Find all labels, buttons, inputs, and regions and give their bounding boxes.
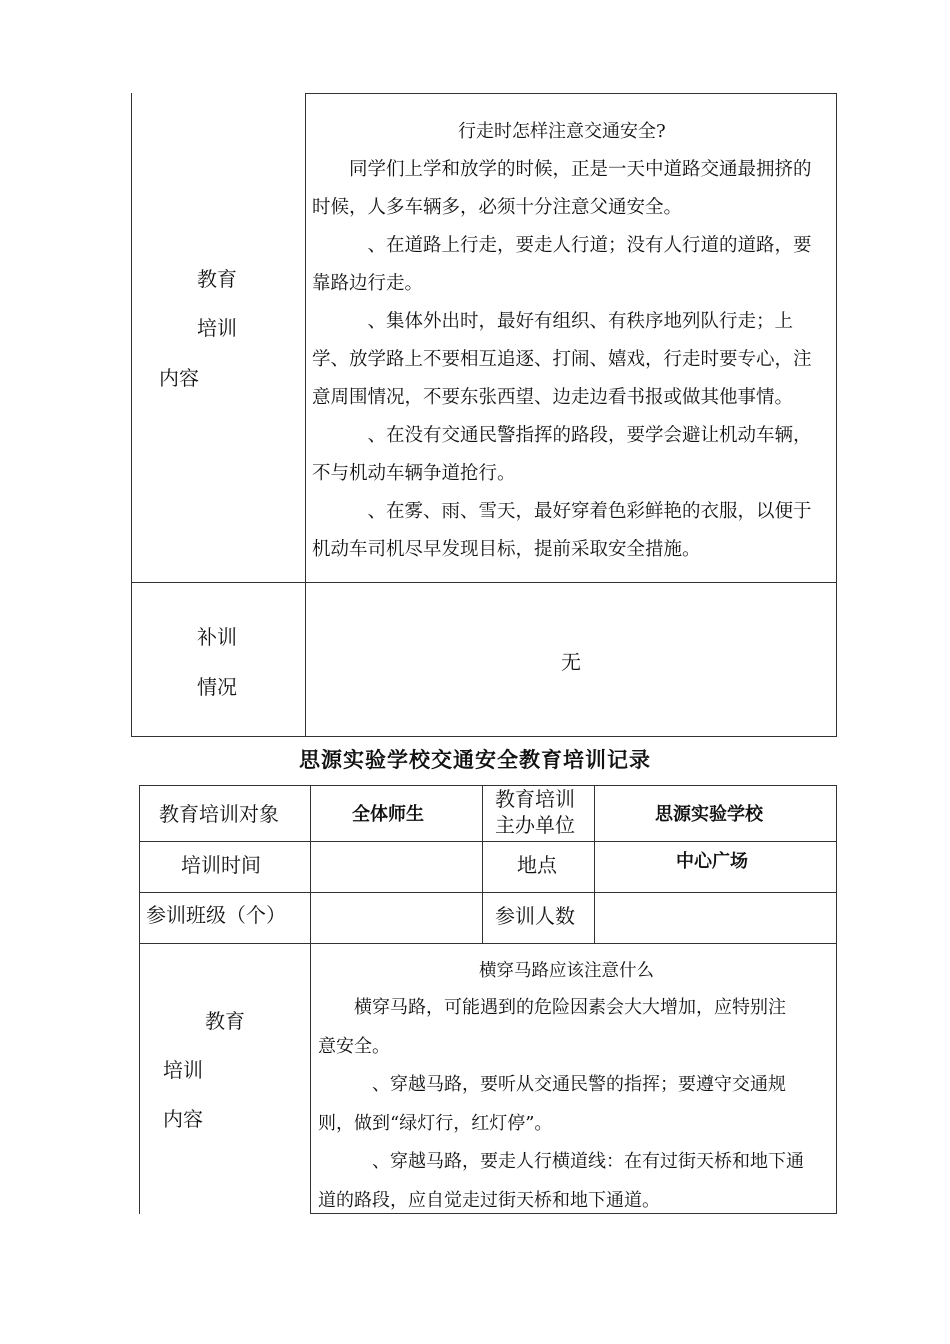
upper-content-label: 内容 — [159, 366, 199, 390]
place-label: 地点 — [517, 853, 557, 877]
lower-content-label: 内容 — [163, 1107, 203, 1131]
lower-education-label: 教育 — [205, 1009, 245, 1033]
lower-table-top-border — [139, 785, 837, 786]
content-line: 横穿马路，可能遇到的危险因素会大大增加，应特别注 — [318, 997, 786, 1018]
lower-table-col1 — [310, 785, 311, 1214]
classes-label: 参训班级（个） — [146, 903, 286, 927]
upper-table-row-divider — [131, 582, 837, 583]
content-line: 学、放学路上不要相互追逐、打闹、嬉戏，行走时要专心，注 — [312, 349, 812, 370]
time-label: 培训时间 — [181, 853, 261, 877]
content-line: 时候，人多车辆多，必须十分注意父通安全。 — [312, 197, 683, 218]
target-label: 教育培训对象 — [159, 802, 279, 826]
makeup-label-line2: 情况 — [197, 675, 237, 699]
content-line: 意周围情况，不要东张西望、边走边看书报或做其他事情。 — [312, 387, 794, 408]
target-value: 全体师生 — [352, 804, 424, 825]
lower-table-left-border — [139, 785, 140, 1214]
lower-table-right-border — [836, 785, 837, 1214]
content-line: 、集体外出时，最好有组织、有秩序地列队行走；上 — [312, 311, 794, 332]
content-line: 、穿越马路，要走人行横道线：在有过街天桥和地下通 — [318, 1151, 804, 1172]
organizer-value: 思源实验学校 — [655, 804, 763, 825]
content-line: 机动车司机尽早发现目标，提前采取安全措施。 — [312, 539, 701, 560]
content-line: 、在道路上行走，要走人行道；没有人行道的道路，要 — [312, 235, 812, 256]
content-line: 、穿越马路，要听从交通民警的指挥；要遵守交通规 — [318, 1074, 786, 1095]
upper-training-label: 培训 — [197, 316, 237, 340]
content-line: 则，做到“绿灯行，红灯停”。 — [318, 1112, 553, 1134]
lower-table-row1-bottom — [139, 841, 837, 842]
upper-table-bottom-border — [131, 736, 837, 737]
organizer-label-line1: 教育培训 — [495, 787, 575, 811]
upper-content-body — [312, 151, 812, 569]
makeup-label-line1: 补训 — [197, 625, 237, 649]
upper-table-divider — [305, 93, 306, 737]
content-line: 意安全。 — [318, 1035, 390, 1057]
upper-education-label: 教育 — [197, 267, 237, 291]
upper-table-top-border — [305, 93, 837, 94]
upper-table-right-border — [836, 93, 837, 737]
makeup-value: 无 — [561, 650, 581, 674]
record-title: 思源实验学校交通安全教育培训记录 — [299, 748, 651, 772]
lower-table-row3-bottom — [139, 943, 837, 944]
lower-table-col3 — [594, 785, 595, 944]
content-line: 、在没有交通民警指挥的路段，要学会避让机动车辆， — [312, 425, 812, 446]
lower-content-body — [318, 989, 804, 1220]
count-label: 参训人数 — [495, 904, 575, 928]
upper-table-left-border — [131, 93, 132, 737]
lower-content-title: 横穿马路应该注意什么 — [479, 961, 654, 981]
content-line: 不与机动车辆争道抢行。 — [312, 463, 516, 484]
place-value: 中心广场 — [676, 851, 748, 872]
organizer-label-line2: 主办单位 — [495, 813, 575, 837]
content-line: 道的路段，应自觉走过街天桥和地下通道。 — [318, 1189, 660, 1211]
upper-content-title: 行走时怎样注意交通安全? — [458, 121, 666, 142]
content-line: 同学们上学和放学的时候，正是一天中道路交通最拥挤的 — [312, 159, 812, 180]
lower-training-label: 培训 — [163, 1058, 203, 1082]
lower-table-row2-bottom — [139, 892, 837, 893]
content-line: 、在雾、雨、雪天，最好穿着色彩鲜艳的衣服，以便于 — [312, 501, 812, 522]
content-line: 靠路边行走。 — [312, 273, 424, 294]
lower-table-col2 — [482, 785, 483, 944]
